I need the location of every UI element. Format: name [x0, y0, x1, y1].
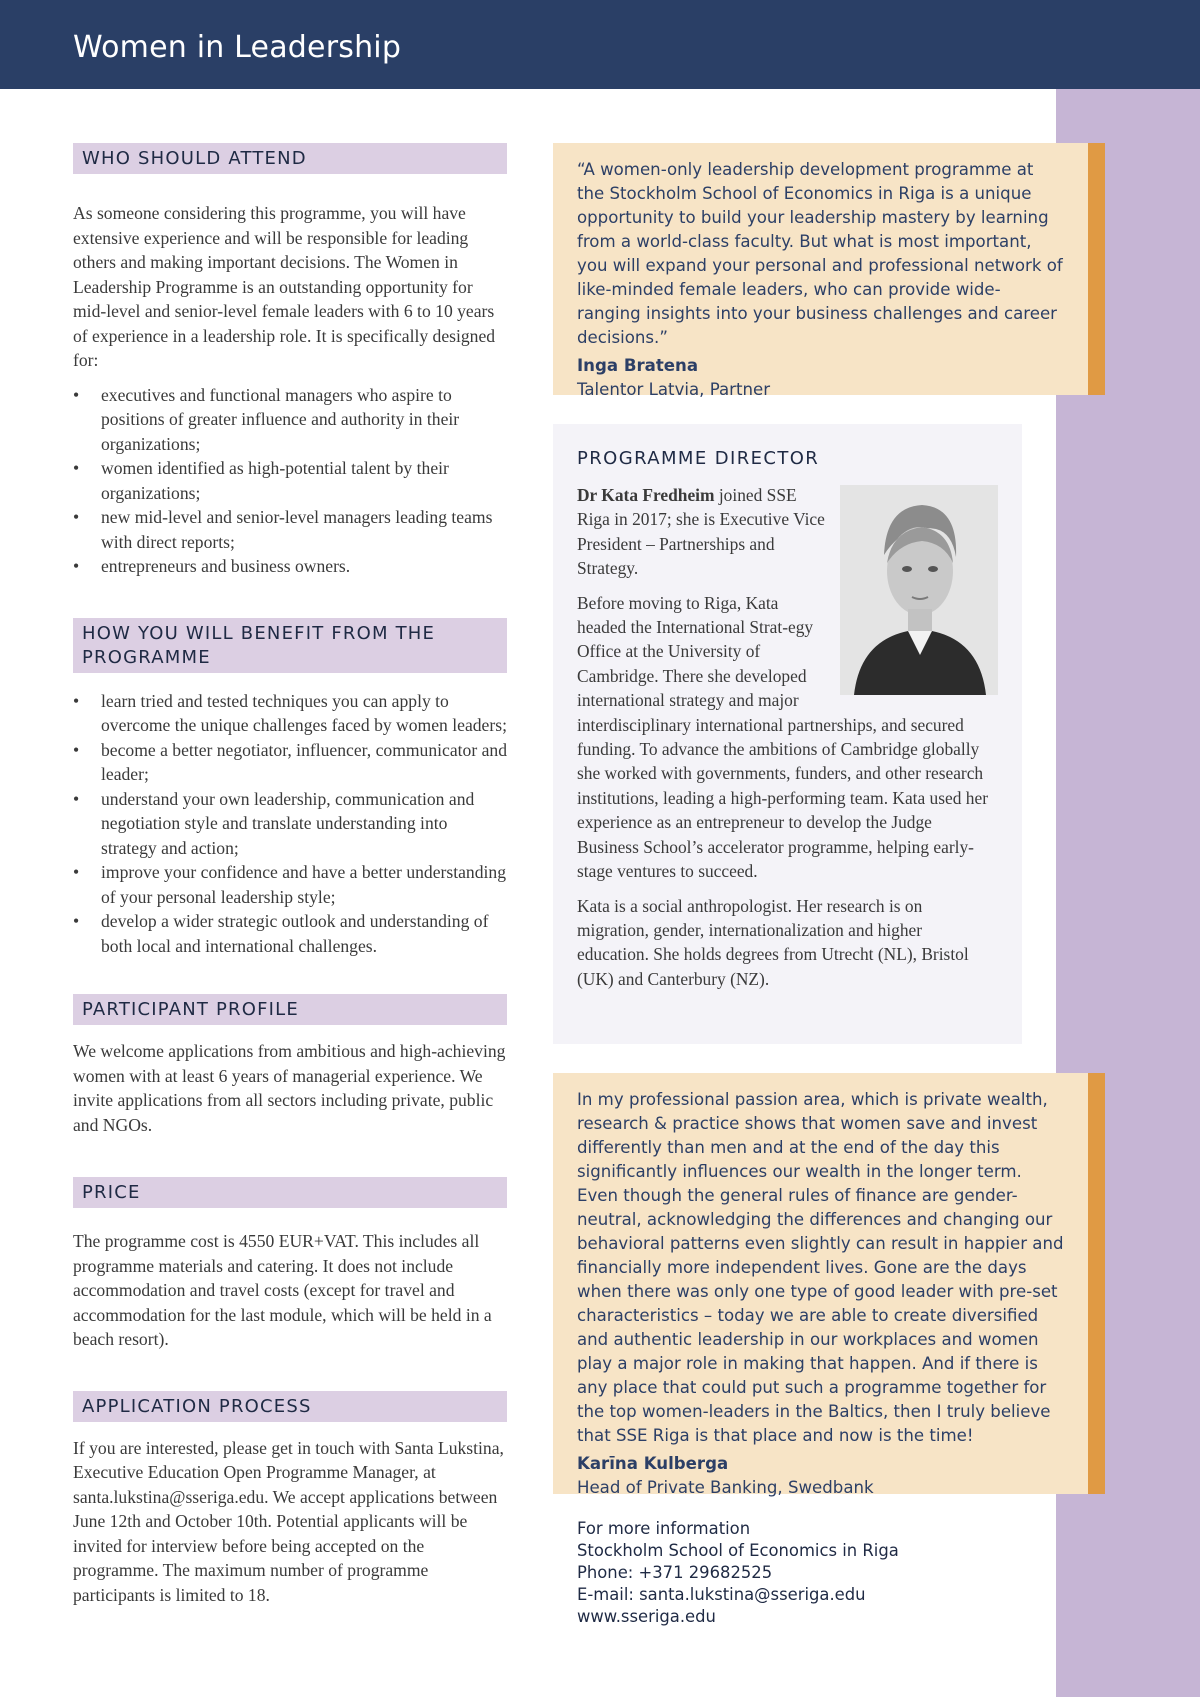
benefit-list	[73, 689, 507, 959]
contact-line: For more information	[577, 1519, 751, 1538]
quote-author-name: Inga Bratena	[577, 356, 699, 375]
participant-profile-heading: PARTICIPANT PROFILE	[73, 994, 507, 1025]
left-column	[73, 143, 507, 1607]
quote-text: In my professional passion area, which is private wealth, research & practice shows that women save and invest differently than men and at the end of the day this significantly influences our wealth in the longer term. Even though the general rules of finance are gender-neutral, acknowledging the differences and changing our behavioral patterns even slightly can result in happier and financially more independent lives. Gone are the days when there was only one type of good leader with pre-set characteristics – today we are able to create diversified and authentic leadership in our workplaces and women play a major role in making that happen. And if there is any place that could put such a programme together for the top women-leaders in the Baltics, then I truly believe that SSE Riga is that place and now is the time!	[577, 1090, 1064, 1445]
participant-profile-text: We welcome applications from ambitious and high-achieving women with at least 6 years of managerial experience. We invite applications from all sectors including private, public and NGOs.	[73, 1041, 506, 1135]
director-research-paragraph: Kata is a social anthropologist. Her research is on migration, gender, internationalization and higher education. She holds degrees from Utrecht (NL), Bristol (UK) and Canterbury (NZ).	[577, 895, 969, 989]
director-intro-text: joined SSE Riga in 2017; she is Executive Vice President – Partnerships and Strategy.	[577, 485, 825, 579]
quote-author-role: Head of Private Banking, Swedbank	[577, 1478, 874, 1497]
application-process-heading: APPLICATION PROCESS	[73, 1391, 507, 1422]
who-should-attend-intro: As someone considering this programme, you will have extensive experience and will be responsible for leading others and making important decisions. The Women in Leadership Programme is an outstanding opportunity for mid-level and senior-level female leaders with 6 to 10 years of experience in a leadership role. It is specifically designed for:	[73, 203, 496, 370]
contact-info	[577, 1518, 899, 1628]
testimonial-quote-1	[553, 143, 1105, 399]
who-should-attend-heading: WHO SHOULD ATTEND	[73, 143, 507, 174]
price-text: The programme cost is 4550 EUR+VAT. This includes all programme materials and catering. It does not include accommodation and travel costs (except for travel and accommodation for the last module, which will be held in a beach resort).	[73, 1231, 492, 1349]
price-heading: PRICE	[73, 1177, 507, 1208]
quote-author-name: Karīna Kulberga	[577, 1454, 729, 1473]
portrait-image	[840, 485, 998, 695]
testimonial-quote-2	[553, 1073, 1105, 1497]
list-item: • new mid-level and senior-level managers leading teams with direct reports;	[73, 505, 507, 554]
application-process-text: If you are interested, please get in touch with Santa Lukstina, Executive Education Open Programme Manager, at santa.lukstina@sseriga.edu. We accept applications between June 12th and October 10th. Potential applicants will be invited for interview before being accepted on the programme. The maximum number of programme participants is limited to 18.	[73, 1437, 504, 1605]
contact-website[interactable]: www.sseriga.edu	[577, 1607, 716, 1626]
programme-director-box	[553, 424, 1022, 1044]
quote-text: “A women-only leadership development programme at the Stockholm School of Economics in Riga is a unique opportunity to build your leadership mastery by learning from a world-class faculty. But what is most important, you will expand your personal and professional network of like-minded female leaders, who can provide wide-ranging insights into your business challenges and career decisions.”	[577, 160, 1063, 347]
director-career-paragraph: Before moving to Riga, Kata headed the International Strat-egy Office at the University of Cambridge. There she developed international strategy and major interdisciplinary international partnerships, and secured funding. To advance the ambitions of Cambridge globally she worked with governments, funders, and other research institutions, leading a high-performing team. Kata used her experience as an entrepreneur to develop the Judge Business School’s accelerator programme, helping early-stage ventures to succeed.	[577, 592, 988, 882]
quote-author-role: Talentor Latvia, Partner	[577, 380, 771, 399]
who-should-attend-list	[73, 383, 507, 579]
list-item: • learn tried and tested techniques you can apply to overcome the unique challenges faced by women leaders;	[73, 689, 507, 738]
director-portrait-photo	[840, 485, 998, 695]
list-item: • develop a wider strategic outlook and understanding of both local and international challenges.	[73, 909, 507, 958]
contact-line: Stockholm School of Economics in Riga	[577, 1541, 899, 1560]
benefit-heading: HOW YOU WILL BENEFIT FROM THE PROGRAMME	[73, 618, 507, 673]
contact-phone: Phone: +371 29682525	[577, 1563, 773, 1582]
contact-email[interactable]: E-mail: santa.lukstina@sseriga.edu	[577, 1585, 866, 1604]
list-item: • executives and functional managers who aspire to positions of greater influence and authority in their organizations;	[73, 383, 507, 457]
list-item: • become a better negotiator, influencer, communicator and leader;	[73, 738, 507, 787]
page-header	[0, 0, 1200, 89]
list-item: • understand your own leadership, communication and negotiation style and translate understanding into strategy and action;	[73, 787, 507, 861]
list-item: • improve your confidence and have a better understanding of your personal leadership style;	[73, 860, 507, 909]
list-item: • women identified as high-potential talent by their organizations;	[73, 456, 507, 505]
page-title: Women in Leadership	[73, 30, 402, 65]
programme-director-heading: PROGRAMME DIRECTOR	[577, 448, 820, 469]
director-name: Dr Kata Fredheim	[577, 485, 715, 505]
list-item: • entrepreneurs and business owners.	[73, 554, 507, 579]
